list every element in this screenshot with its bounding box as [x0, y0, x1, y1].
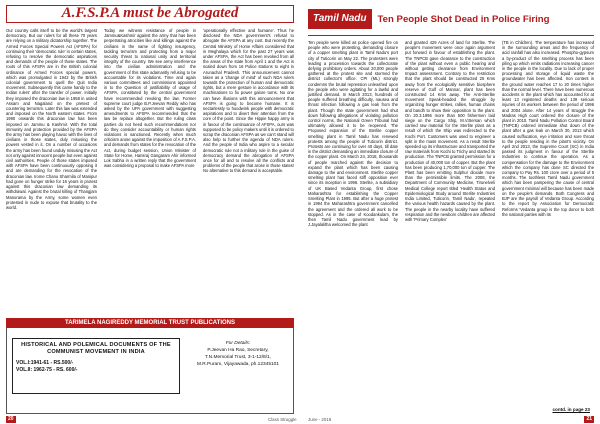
order-line-1: P.Jeevan Ha Rao, Secretary, — [207, 348, 269, 353]
tamil-nadu-header — [308, 5, 594, 33]
firing-column-1 — [308, 40, 398, 410]
volume-1-price: VOL.I:1941-61 - RS.500/- — [16, 360, 74, 366]
afspa-column-2-text: Today we witness resistance of people in Jammu&Kashmir against the army that has been perpetrating atrocities like and killings against the civilians in the name of fighting insurgency, tackling terrorism and protecting from a major security threat to national unity and territorial integrity of the country. We see army interference into the civilian administration and the government of this state adamantly refusing to be accountable for its violations. Time and again various committees and commissions appointed in to the Question of justifiability of usage of AFSPA, constituted by the central government have recommended revoking the law. Former supreme court judge B.P.Jeevan Reddy who has asked by the UPA government with suggesting amendments to AFSPA recommended that the law be replace altogether. But the ruling class parties do not heed such recommendations nor do they consider accountability or human rights violations is sanctioned. Recently when much criticism arose against the imposition of A.F.S.P.A. and demands from states for the revocation of the Act, during budget session, Union Minister of State for Home, Hansraj Gangaram Ahir informed Lok Sabha in a written reply that the government was considering a proposal to make AFSPA more — [104, 28, 196, 169]
firing-column-2-text: and granted 429 Acres of land for Sterlite. The people's movement were once again argument put forward in favour of establishing the plant. The TNPCB gave clearance to the construction of the plant without even a public hearing and without getting clearance from Environment Impact assessment. Contrary to the restriction that the plant should be constructed 25 Kms away from the ecologically sensitive biosphere reserve of Gulf of Mannar, plant has been constructed 14 Kms away. The Anti-Sterlite movement Speak-headed the struggle by organizing hunger strikes, rallies, human chains and bandh to show their opposition to the plant. On 20.3.1996 more than 500 fishermen laid siege on the Cargo Ship, M.V.Bersan which carried raw material for the Sterlite plant as a result of which the Ship was redirected to the Kochi Port. Customers was used to engineer a split in the mass movement. As a result Sterlite speeded up its infrastructure and transported the raw materials from Kochi to Trichy and started its production. The TNPCB granted permission for a production of 40,000 ton of copper. But the plant has been producing 1,70,000 ton of copper. The Plant has been emitting Sulphur dioxide more than the permissible limits. The 2008, the Department of Community Medicine, Tirunelveli Medical College report titled 'Health Status and Epidemiological Study around Sterlite Industries India Limited, Tuticorin, Tamil Nadu', repeated the various health hazards caused by the plant. The people in the nearby locality have suffered respiration and the newborn children are affected with 'Primary Complex' — [405, 40, 495, 222]
afspa-headline: A.F.S.P.A must be Abrogated — [6, 5, 294, 23]
page-number-left: 20 — [8, 416, 14, 422]
firing-column-3-text: (TB in Children). The temperature has increased in the surrounding areas and the frequency of acid rainfall has also increased. Phospho-gypsum a by-product of the smelting process has been piling up which emits radiations increasing cancer in the people in the locality. Due to lack of proper processing and storage of liquid waste the groundwater has been affected. Iron content in the ground water reaches 17 to 20 times higher than the normal level. There have been numerous accidents in the plant which has accounted for at least 13 registered deaths and 139 serious injuries of its workers between the period of 1996 and 2004 alone. After 14 years of struggle the Madras High court ordered the closure of the plant in 2010. Tamil Nadu Pollution Control Board (TNPCB) ordered immediate shut down of the plant after a gas leak on March 30, 2013 which caused suffocation, eye irritation and sore throat to the people residing in the plant's vicinity. On April 2nd 2013, the Supreme Court (SC) in India passed its judgment in favour of the Sterlite Industries to continue the operation. As a compensation for the damage to the Environment which the company has done SC directed the company to Pay Rs. 100 crore over a period of 5 months. The toothless Tamil Nadu government which has been pampering the cause of central government minimal will because has been made on the people's demands. Both Congress and BJP are the payroll of Vedanta Group. According to the report by Association for Democratic Reforms 'Vedanta group is the top donor to both the national parties with its — [502, 40, 594, 217]
order-heading: For Details: — [225, 341, 251, 346]
firing-column-1-text: Ten people were killed as police opened fire on people who were protesting, demanding closure of a copper smelting plant in Tamil Nadu's port city of Tuticorin on May 22. The protesters were leading a procession towards the collectorate defying prohibitory orders. About 20,000 people gathered at the protest site and stormed the district collector's office. CPI (ML) strongly condemns the brutal repression unleashed upon the people who were agitating for a lawful and justified demand. In March 2013, hundreds of people suffered breathing difficulty, nausea and throat infection following a gas leak from the plant. Though the state government had shut down following allegations of violating pollution control norms, the National Green Tribunal had ultimately allowed it to be reopened. The Proposed expansion of the Sterlite copper smelting plant in Tamil Nadu has renewed protests among the people of Tuticorin district. Protests are continuing for over 40 days, till date in the district demanding an immediate closure of the copper plant. On March 24, 2018, thousands of people marched against the decision to expand the plant which has been causing damage to the and environment. Sterlite copper smelting plant has faced stiff opposition ever since its inception in 1996. Sterlite, a subsidiary of UK Based Vedanta Group, first chose Maharashtra for establishing the Copper Smelting Plant in 1995. But after a huge protest in 1994 the Maharashtra government cancelled the agreement and the ordered all work to be stopped. As in the case of Koodankulam, the then Tamil Nadu government lead by J.Jayalalitha welcomed the plant — [308, 40, 398, 228]
order-line-2: T.N.Memorial Trust, 3-1-12/8/1, — [204, 355, 272, 360]
footer — [0, 414, 600, 424]
publication-title: HISTORICAL AND POLEMICAL DOCUMENTS OF THE COMMUNIST MOVEMENT IN INDIA — [21, 342, 171, 355]
header-rule — [308, 35, 594, 36]
afspa-column-1-text: Our country calls itself to be the world's largest democracy. But our rulers for all these 70 years are relying on a military dictatorship together. The Armed Forces Special Powers Act (AFSPA) for continuing their 'democratic rule' in certain states, refusing to resolve the democratic aspirations and demands of the people of those states. The roots of this AFSPA are in the British colonial ordinance of Armed Forces special powers, which was promulgated in 1942 by the British colonial government to quell the Quit India movement. Subsequently this came handy to the Indian rulers' after the transfer of power. Initially they imposed the draconian law in 1958 in united Assam and Nagaland on the pretext of countering terrorism. Later this law was extended and imposed on the North eastern states. From 1990 onwards this draconian law has been imposed on Jammu & Kashmir. With the total immunity and protection provided by the AFSPA the army has been playing havoc with the lives of civilians in those states, duly misusing the powers vested in it. On a number of occasions the army has been found unduly misusing the Act not only against innocent people but even against civil authorities. People of those states imposed with AFSPA have been continuously opposing it and are demanding for the revocation of the draconian law. Irome Chanu Sharmila of Manipur had gone on hunger strike for 16 years in protest against this draconian law demanding its withdrawal. Against the brutal killing of Thangjam Manorama by the Army, some women even protested in nude to expose that brutality to the world. — [6, 28, 97, 210]
publication-details-box — [12, 338, 180, 394]
firing-column-2 — [405, 40, 495, 410]
issue-date: June - 2018 — [308, 417, 332, 422]
publication-name: Class Struggle — [268, 417, 297, 422]
order-line-3: M.R.Puram, Vijayawada, ph.12345101 — [196, 362, 280, 367]
memorial-trust-title: TARIMELA NAGIREDDY MEMORIAL TRUST PUBLICATIONS — [6, 318, 294, 328]
firing-column-3 — [502, 40, 594, 402]
volume-2-price: VOL.II: 1962-75 - RS. 600/- — [16, 367, 78, 373]
afspa-column-3-text: 'operationally effective and humane'. Thus he disclosed the NDA government's refusal to abrogate the AFSPA at any cost. But recently the Central Ministry of Home Affairs considered that in Meghalaya which for the past 27 years was under AFSPA, the Act has been revoked from all the areas of the state from April 1 and the Act is scaled down from 16 Police stations to eight in Arunachal Pradesh. This announcement cannot taken as a 'change of mind' of such NDA rulers towards the protection of human and democratic rights, but a mere gesture in accordance with its machinations to fix power galore turns. No one can have illusions with this announcement that AFSPA is going to become humane. It is nectarlessly to hoodwink people with democratic aspirations and to divert their attention from the core of the point. Since the Hippie happy army is in favour of the continuance of AFSPA, ours was supposed to be policy makers until it is ordered to scrap the draconian AFSPA as we can't stand will also help to further the agenda of NDA rulers. And the people of India who aspire to a secular democratic rule not a military rule in the guise of democracy demand the abrogation of AFSPA once for all and to resolve all the conflicts and problems of the people that arose in those states! No alternative to this demand is acceptable. — [203, 28, 294, 174]
order-contact — [188, 340, 288, 368]
page-number-right: 21 — [586, 416, 592, 422]
afspa-column-3 — [203, 28, 294, 314]
section-tag: Tamil Nadu — [308, 9, 372, 29]
continued-link[interactable]: contd. in page 23 — [552, 407, 590, 412]
firing-headline: Ten People Shot Dead in Police Firing — [377, 13, 550, 25]
afspa-column-1 — [6, 28, 97, 314]
afspa-column-2 — [104, 28, 196, 314]
